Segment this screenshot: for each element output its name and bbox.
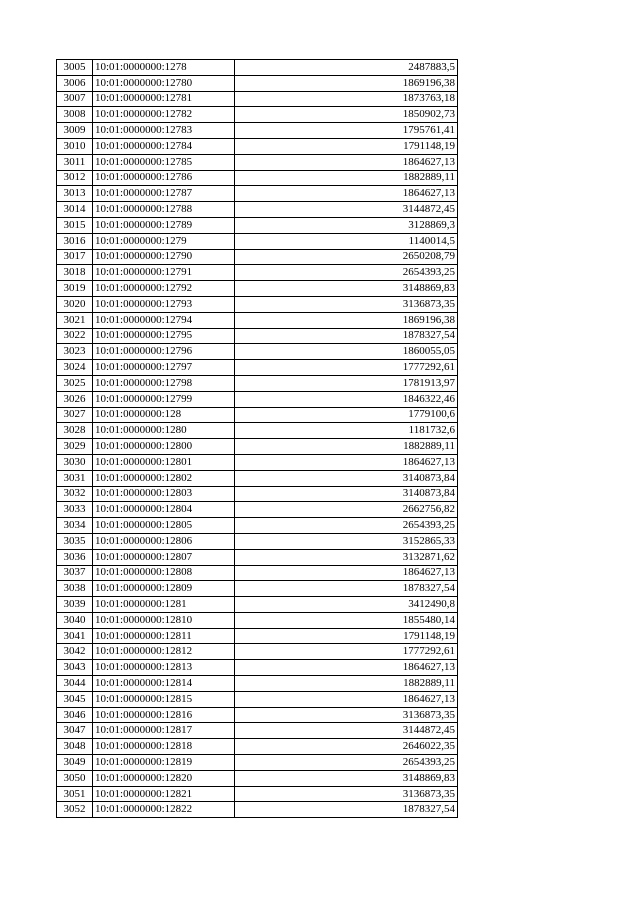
cadastral-number-cell: 10:01:0000000:12810 — [93, 612, 235, 628]
table-row — [57, 296, 458, 312]
row-number-cell: 3024 — [57, 360, 93, 376]
value-cell: 1779100,6 — [235, 407, 458, 423]
table-row — [57, 360, 458, 376]
table-row — [57, 375, 458, 391]
row-number-cell: 3043 — [57, 660, 93, 676]
cadastral-number-cell: 10:01:0000000:12819 — [93, 755, 235, 771]
value-cell: 1140014,5 — [235, 233, 458, 249]
row-number-cell: 3022 — [57, 328, 93, 344]
table-row — [57, 565, 458, 581]
value-cell: 1878327,54 — [235, 802, 458, 818]
row-number-cell: 3021 — [57, 312, 93, 328]
cadastral-number-cell: 10:01:0000000:12787 — [93, 186, 235, 202]
cadastral-number-cell: 10:01:0000000:12798 — [93, 375, 235, 391]
value-cell: 3136873,35 — [235, 707, 458, 723]
table-row — [57, 518, 458, 534]
cadastral-number-cell: 10:01:0000000:1281 — [93, 597, 235, 613]
cadastral-number-cell: 10:01:0000000:12792 — [93, 281, 235, 297]
table-row — [57, 391, 458, 407]
cadastral-number-cell: 10:01:0000000:12799 — [93, 391, 235, 407]
table-row — [57, 186, 458, 202]
row-number-cell: 3018 — [57, 265, 93, 281]
value-cell: 3144872,45 — [235, 202, 458, 218]
row-number-cell: 3034 — [57, 518, 93, 534]
value-cell: 1795761,41 — [235, 123, 458, 139]
table-row — [57, 723, 458, 739]
row-number-cell: 3042 — [57, 644, 93, 660]
value-cell: 3132871,62 — [235, 549, 458, 565]
cadastral-number-cell: 10:01:0000000:12803 — [93, 486, 235, 502]
value-cell: 1869196,38 — [235, 312, 458, 328]
table-row — [57, 91, 458, 107]
table-row — [57, 265, 458, 281]
cadastral-number-cell: 10:01:0000000:12821 — [93, 786, 235, 802]
table-row — [57, 107, 458, 123]
cadastral-number-cell: 10:01:0000000:12786 — [93, 170, 235, 186]
table-row — [57, 123, 458, 139]
row-number-cell: 3026 — [57, 391, 93, 407]
value-cell: 1850902,73 — [235, 107, 458, 123]
row-number-cell: 3030 — [57, 454, 93, 470]
table-row — [57, 454, 458, 470]
table-row — [57, 407, 458, 423]
value-cell: 1864627,13 — [235, 691, 458, 707]
row-number-cell: 3040 — [57, 612, 93, 628]
value-cell: 1864627,13 — [235, 186, 458, 202]
cadastral-number-cell: 10:01:0000000:12781 — [93, 91, 235, 107]
row-number-cell: 3032 — [57, 486, 93, 502]
row-number-cell: 3005 — [57, 60, 93, 76]
row-number-cell: 3041 — [57, 628, 93, 644]
row-number-cell: 3046 — [57, 707, 93, 723]
cadastral-number-cell: 10:01:0000000:12790 — [93, 249, 235, 265]
row-number-cell: 3017 — [57, 249, 93, 265]
table-row — [57, 707, 458, 723]
value-cell: 2654393,25 — [235, 265, 458, 281]
row-number-cell: 3006 — [57, 75, 93, 91]
value-cell: 2662756,82 — [235, 502, 458, 518]
cadastral-number-cell: 10:01:0000000:12783 — [93, 123, 235, 139]
cadastral-number-cell: 10:01:0000000:12817 — [93, 723, 235, 739]
cadastral-number-cell: 10:01:0000000:12785 — [93, 154, 235, 170]
table-row — [57, 281, 458, 297]
table-row — [57, 597, 458, 613]
row-number-cell: 3036 — [57, 549, 93, 565]
value-cell: 2487883,5 — [235, 60, 458, 76]
value-cell: 3148869,83 — [235, 281, 458, 297]
value-cell: 1869196,38 — [235, 75, 458, 91]
cadastral-number-cell: 10:01:0000000:12800 — [93, 439, 235, 455]
value-cell: 1878327,54 — [235, 581, 458, 597]
row-number-cell: 3008 — [57, 107, 93, 123]
cadastral-number-cell: 10:01:0000000:12784 — [93, 138, 235, 154]
row-number-cell: 3011 — [57, 154, 93, 170]
table-row — [57, 138, 458, 154]
value-cell: 1181732,6 — [235, 423, 458, 439]
table-row — [57, 644, 458, 660]
row-number-cell: 3049 — [57, 755, 93, 771]
row-number-cell: 3028 — [57, 423, 93, 439]
value-cell: 1864627,13 — [235, 565, 458, 581]
row-number-cell: 3045 — [57, 691, 93, 707]
cadastral-number-cell: 10:01:0000000:12794 — [93, 312, 235, 328]
cadastral-number-cell: 10:01:0000000:12795 — [93, 328, 235, 344]
cadastral-number-cell: 10:01:0000000:12789 — [93, 217, 235, 233]
row-number-cell: 3014 — [57, 202, 93, 218]
cadastral-number-cell: 10:01:0000000:1280 — [93, 423, 235, 439]
table-row — [57, 60, 458, 76]
table-row — [57, 233, 458, 249]
cadastral-number-cell: 10:01:0000000:12809 — [93, 581, 235, 597]
cadastral-number-cell: 10:01:0000000:12811 — [93, 628, 235, 644]
value-cell: 2650208,79 — [235, 249, 458, 265]
table-row — [57, 739, 458, 755]
parcel-value-table — [56, 59, 458, 818]
row-number-cell: 3007 — [57, 91, 93, 107]
cadastral-number-cell: 10:01:0000000:12804 — [93, 502, 235, 518]
cadastral-number-cell: 10:01:0000000:12816 — [93, 707, 235, 723]
table-row — [57, 549, 458, 565]
row-number-cell: 3010 — [57, 138, 93, 154]
row-number-cell: 3039 — [57, 597, 93, 613]
table-row — [57, 75, 458, 91]
value-cell: 1846322,46 — [235, 391, 458, 407]
cadastral-number-cell: 10:01:0000000:1278 — [93, 60, 235, 76]
value-cell: 2654393,25 — [235, 518, 458, 534]
table-row — [57, 217, 458, 233]
table-row — [57, 249, 458, 265]
table-body — [57, 60, 458, 818]
value-cell: 2654393,25 — [235, 755, 458, 771]
value-cell: 1791148,19 — [235, 138, 458, 154]
table-row — [57, 533, 458, 549]
row-number-cell: 3051 — [57, 786, 93, 802]
value-cell: 3136873,35 — [235, 786, 458, 802]
table-row — [57, 755, 458, 771]
table-row — [57, 581, 458, 597]
row-number-cell: 3029 — [57, 439, 93, 455]
row-number-cell: 3033 — [57, 502, 93, 518]
value-cell: 1860055,05 — [235, 344, 458, 360]
table-row — [57, 676, 458, 692]
row-number-cell: 3013 — [57, 186, 93, 202]
row-number-cell: 3009 — [57, 123, 93, 139]
table-row — [57, 439, 458, 455]
cadastral-number-cell: 10:01:0000000:12780 — [93, 75, 235, 91]
value-cell: 1882889,11 — [235, 676, 458, 692]
table-row — [57, 691, 458, 707]
row-number-cell: 3023 — [57, 344, 93, 360]
value-cell: 1873763,18 — [235, 91, 458, 107]
table-row — [57, 612, 458, 628]
cadastral-number-cell: 10:01:0000000:12802 — [93, 470, 235, 486]
row-number-cell: 3012 — [57, 170, 93, 186]
row-number-cell: 3044 — [57, 676, 93, 692]
value-cell: 1864627,13 — [235, 154, 458, 170]
value-cell: 1791148,19 — [235, 628, 458, 644]
row-number-cell: 3035 — [57, 533, 93, 549]
value-cell: 3412490,8 — [235, 597, 458, 613]
cadastral-number-cell: 10:01:0000000:12806 — [93, 533, 235, 549]
row-number-cell: 3027 — [57, 407, 93, 423]
cadastral-number-cell: 10:01:0000000:12782 — [93, 107, 235, 123]
value-cell: 1781913,97 — [235, 375, 458, 391]
value-cell: 1882889,11 — [235, 170, 458, 186]
table-row — [57, 202, 458, 218]
value-cell: 1864627,13 — [235, 660, 458, 676]
cadastral-number-cell: 10:01:0000000:12808 — [93, 565, 235, 581]
value-cell: 2646022,35 — [235, 739, 458, 755]
table-row — [57, 486, 458, 502]
table-row — [57, 660, 458, 676]
value-cell: 3140873,84 — [235, 486, 458, 502]
value-cell: 1777292,61 — [235, 644, 458, 660]
table-row — [57, 170, 458, 186]
table-row — [57, 328, 458, 344]
table-row — [57, 470, 458, 486]
table-row — [57, 628, 458, 644]
value-cell: 3148869,83 — [235, 770, 458, 786]
table-row — [57, 786, 458, 802]
table-row — [57, 802, 458, 818]
table-row — [57, 154, 458, 170]
row-number-cell: 3038 — [57, 581, 93, 597]
cadastral-number-cell: 10:01:0000000:12818 — [93, 739, 235, 755]
table-row — [57, 502, 458, 518]
cadastral-number-cell: 10:01:0000000:12788 — [93, 202, 235, 218]
table-row — [57, 770, 458, 786]
value-cell: 3140873,84 — [235, 470, 458, 486]
cadastral-number-cell: 10:01:0000000:12796 — [93, 344, 235, 360]
cadastral-number-cell: 10:01:0000000:12793 — [93, 296, 235, 312]
cadastral-number-cell: 10:01:0000000:128 — [93, 407, 235, 423]
row-number-cell: 3050 — [57, 770, 93, 786]
row-number-cell: 3015 — [57, 217, 93, 233]
value-cell: 1882889,11 — [235, 439, 458, 455]
row-number-cell: 3025 — [57, 375, 93, 391]
cadastral-number-cell: 10:01:0000000:12814 — [93, 676, 235, 692]
value-cell: 3144872,45 — [235, 723, 458, 739]
cadastral-number-cell: 10:01:0000000:12812 — [93, 644, 235, 660]
row-number-cell: 3031 — [57, 470, 93, 486]
value-cell: 1777292,61 — [235, 360, 458, 376]
value-cell: 3152865,33 — [235, 533, 458, 549]
cadastral-number-cell: 10:01:0000000:12822 — [93, 802, 235, 818]
row-number-cell: 3019 — [57, 281, 93, 297]
row-number-cell: 3047 — [57, 723, 93, 739]
row-number-cell: 3037 — [57, 565, 93, 581]
row-number-cell: 3048 — [57, 739, 93, 755]
table-row — [57, 423, 458, 439]
cadastral-number-cell: 10:01:0000000:12815 — [93, 691, 235, 707]
table-row — [57, 312, 458, 328]
value-cell: 1864627,13 — [235, 454, 458, 470]
cadastral-number-cell: 10:01:0000000:1279 — [93, 233, 235, 249]
cadastral-number-cell: 10:01:0000000:12801 — [93, 454, 235, 470]
row-number-cell: 3020 — [57, 296, 93, 312]
row-number-cell: 3016 — [57, 233, 93, 249]
value-cell: 3128869,3 — [235, 217, 458, 233]
cadastral-number-cell: 10:01:0000000:12813 — [93, 660, 235, 676]
cadastral-number-cell: 10:01:0000000:12791 — [93, 265, 235, 281]
value-cell: 1878327,54 — [235, 328, 458, 344]
cadastral-number-cell: 10:01:0000000:12797 — [93, 360, 235, 376]
value-cell: 1855480,14 — [235, 612, 458, 628]
value-cell: 3136873,35 — [235, 296, 458, 312]
cadastral-number-cell: 10:01:0000000:12820 — [93, 770, 235, 786]
cadastral-number-cell: 10:01:0000000:12805 — [93, 518, 235, 534]
cadastral-number-cell: 10:01:0000000:12807 — [93, 549, 235, 565]
row-number-cell: 3052 — [57, 802, 93, 818]
table-row — [57, 344, 458, 360]
